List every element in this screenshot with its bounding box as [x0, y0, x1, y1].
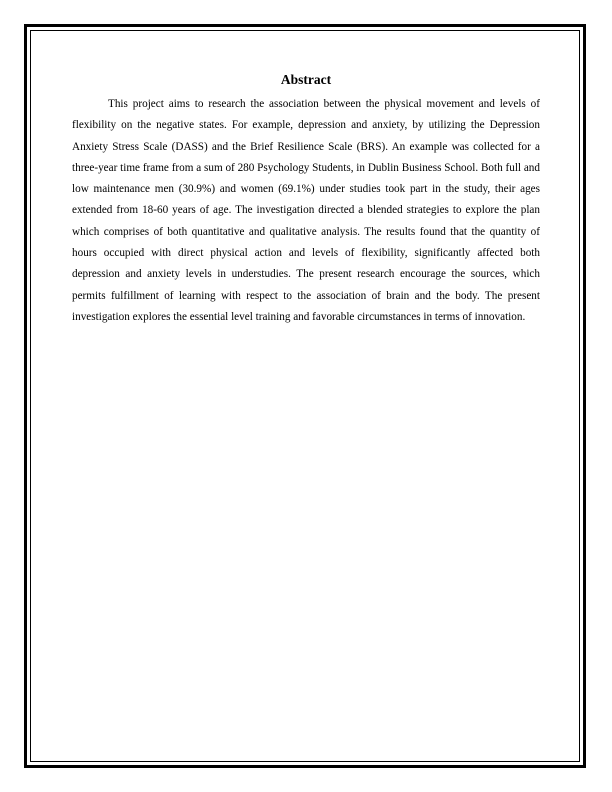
- abstract-title: Abstract: [280, 72, 332, 87]
- abstract-body: This project aims to research the association between the physical movement and levels of flexibility on the negative states. For example, depression and anxiety, by utilizing the Depression Anxiety Stress Scale (DASS) and the Brief Resilience Scale (BRS). An example was collected for a three-year time frame from a sum of 280 Psychology Students, in Dublin Business School. Both full and low maintenance men (30.9%) and women (69.1%) under studies took part in the study, their ages extended from 18-60 years of age. The investigation directed a blended strategies to explore the plan which comprises of both quantitative and qualitative analysis. The results found that the quantity of hours occupied with direct physical action and levels of flexibility, significantly affected both depression and anxiety levels in understudies. The present research encourage the sources, which permits fulfillment of learning with respect to the association of brain and the body. The present investigation explores the essential level training and favorable circumstances in terms of innovation.: [72, 98, 540, 323]
- document-content: [72, 71, 540, 328]
